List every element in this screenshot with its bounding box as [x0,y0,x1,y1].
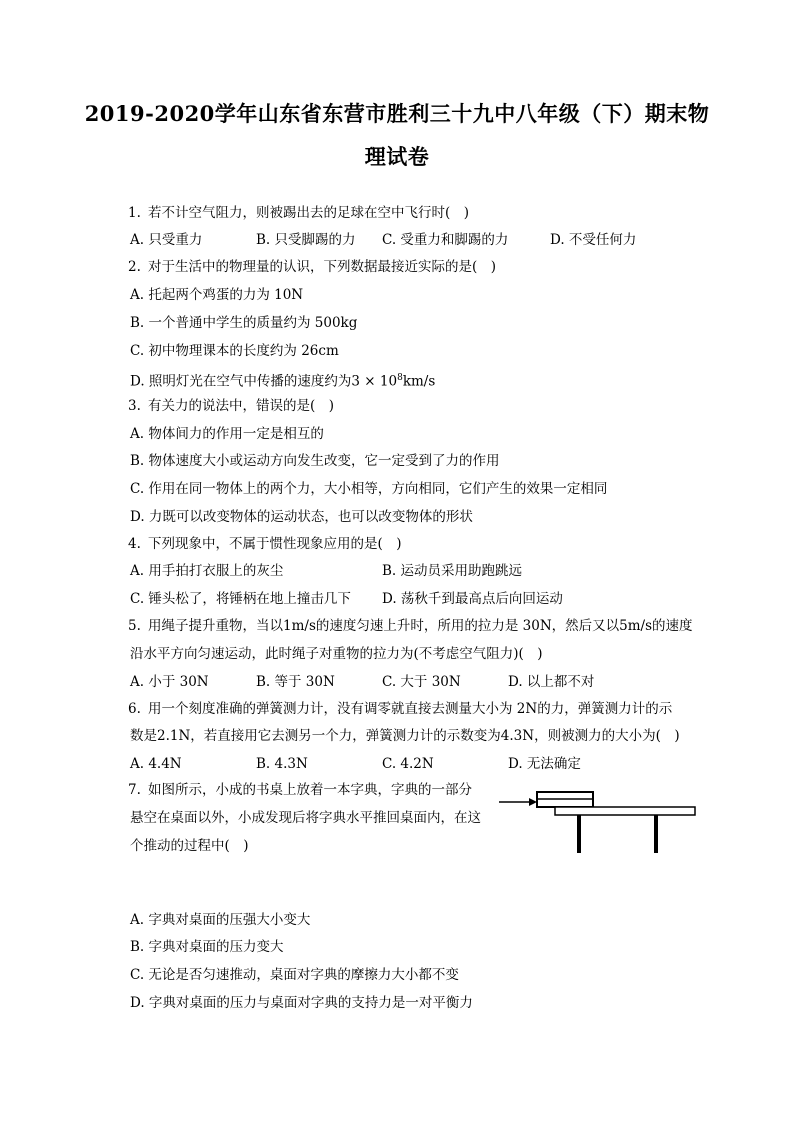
option-a: A. 物体间力的作用一定是相互的 [130,426,324,442]
question-text: 有关力的说法中，错误的是( ) [148,398,335,414]
question-text: 下列现象中，不属于惯性现象应用的是( ) [148,536,402,552]
question-text: 用绳子提升重物，当以1m/s的速度匀速上升时，所用的拉力是 30N，然后又以5m/s的速度 [148,618,693,634]
option-b: B. 只受脚踢的力 [256,232,356,248]
option-d: D. 以上都不对 [508,674,595,690]
question-number: 3. [128,398,141,414]
option-c: C. 初中物理课本的长度约为 26cm [130,343,339,359]
question-text: 若不计空气阻力，则被踢出去的足球在空中飞行时( ) [148,205,470,221]
option-a: A. 用手拍打衣服上的灰尘 [130,563,284,579]
question-5-continuation: 沿水平方向匀速运动，此时绳子对重物的拉力为(不考虑空气阻力)( ) [130,646,543,662]
option-c: C. 受重力和脚踢的力 [382,232,509,248]
question-2 [128,258,496,276]
option-b: B. 一个普通中学生的质量约为 500kg [130,315,358,331]
question-text: 如图所示，小成的书桌上放着一本字典，字典的一部分 [148,782,472,798]
question-number: 2. [128,259,141,275]
question-7 [128,781,472,799]
question-7-continuation: 悬空在桌面以外，小成发现后将字典水平推回桌面内，在这 [130,810,481,826]
option-a: A. 托起两个鸡蛋的力为 10N [130,287,304,303]
option-d: D. 无法确定 [508,756,581,772]
question-5 [128,617,693,635]
desk-leg-left [577,815,581,853]
option-c: C. 大于 30N [382,674,461,690]
option-b: B. 物体速度大小或运动方向发生改变，它一定受到了力的作用 [130,453,500,469]
question-1 [128,204,469,222]
question-6-continuation: 数是2.1N，若直接用它去测另一个力，弹簧测力计的示数变为4.3N，则被测力的大小为( ) [130,728,680,744]
question-number: 4. [128,536,141,552]
option-a: A. 4.4N [130,756,182,772]
option-b: B. 4.3N [256,756,308,772]
option-d: D. 力既可以改变物体的运动状态，也可以改变物体的形状 [130,509,473,525]
push-arrow-head [529,798,537,806]
option-d: D. 不受任何力 [550,232,637,248]
question-6 [128,700,672,718]
page-title-line2: 理试卷 [364,144,430,169]
option-b: B. 字典对桌面的压力变大 [130,939,284,955]
page-title-line1: 2019-2020学年山东省东营市胜利三十九中八年级（下）期末物 [84,101,710,126]
desk-leg-right [654,815,658,853]
question-number: 5. [128,618,141,634]
option-c: C. 作用在同一物体上的两个力，大小相等，方向相同，它们产生的效果一定相同 [130,481,608,497]
option-d: D. 照明灯光在空气中传播的速度约为$3 \times 10^8km/s$ [130,373,436,390]
desk-top [555,807,695,815]
question-4 [128,535,402,553]
option-a: A. 小于 30N [130,674,209,690]
option-b: B. 等于 30N [256,674,335,690]
question-3 [128,397,334,415]
option-d: D. 字典对桌面的压力与桌面对字典的支持力是一对平衡力 [130,995,473,1011]
option-a: A. 只受重力 [130,232,203,248]
option-d: D. 荡秋千到最高点后向回运动 [382,591,563,607]
option-c: C. 4.2N [382,756,434,772]
question-text: 用一个刻度准确的弹簧测力计，没有调零就直接去测量大小为 2N的力，弹簧测力计的示 [148,701,673,717]
option-c: C. 无论是否匀速推动，桌面对字典的摩擦力大小都不变 [130,967,459,983]
question-text: 对于生活中的物理量的认识，下列数据最接近实际的是( ) [148,259,497,275]
desk-dictionary-figure [497,786,697,858]
question-7-continuation: 个推动的过程中( ) [130,838,249,854]
option-c: C. 锤头松了，将锤柄在地上撞击几下 [130,591,351,607]
question-number: 1. [128,205,141,221]
option-a: A. 字典对桌面的压强大小变大 [130,912,311,928]
option-b: B. 运动员采用助跑跳远 [382,563,523,579]
question-number: 6. [128,701,141,717]
question-number: 7. [128,782,141,798]
